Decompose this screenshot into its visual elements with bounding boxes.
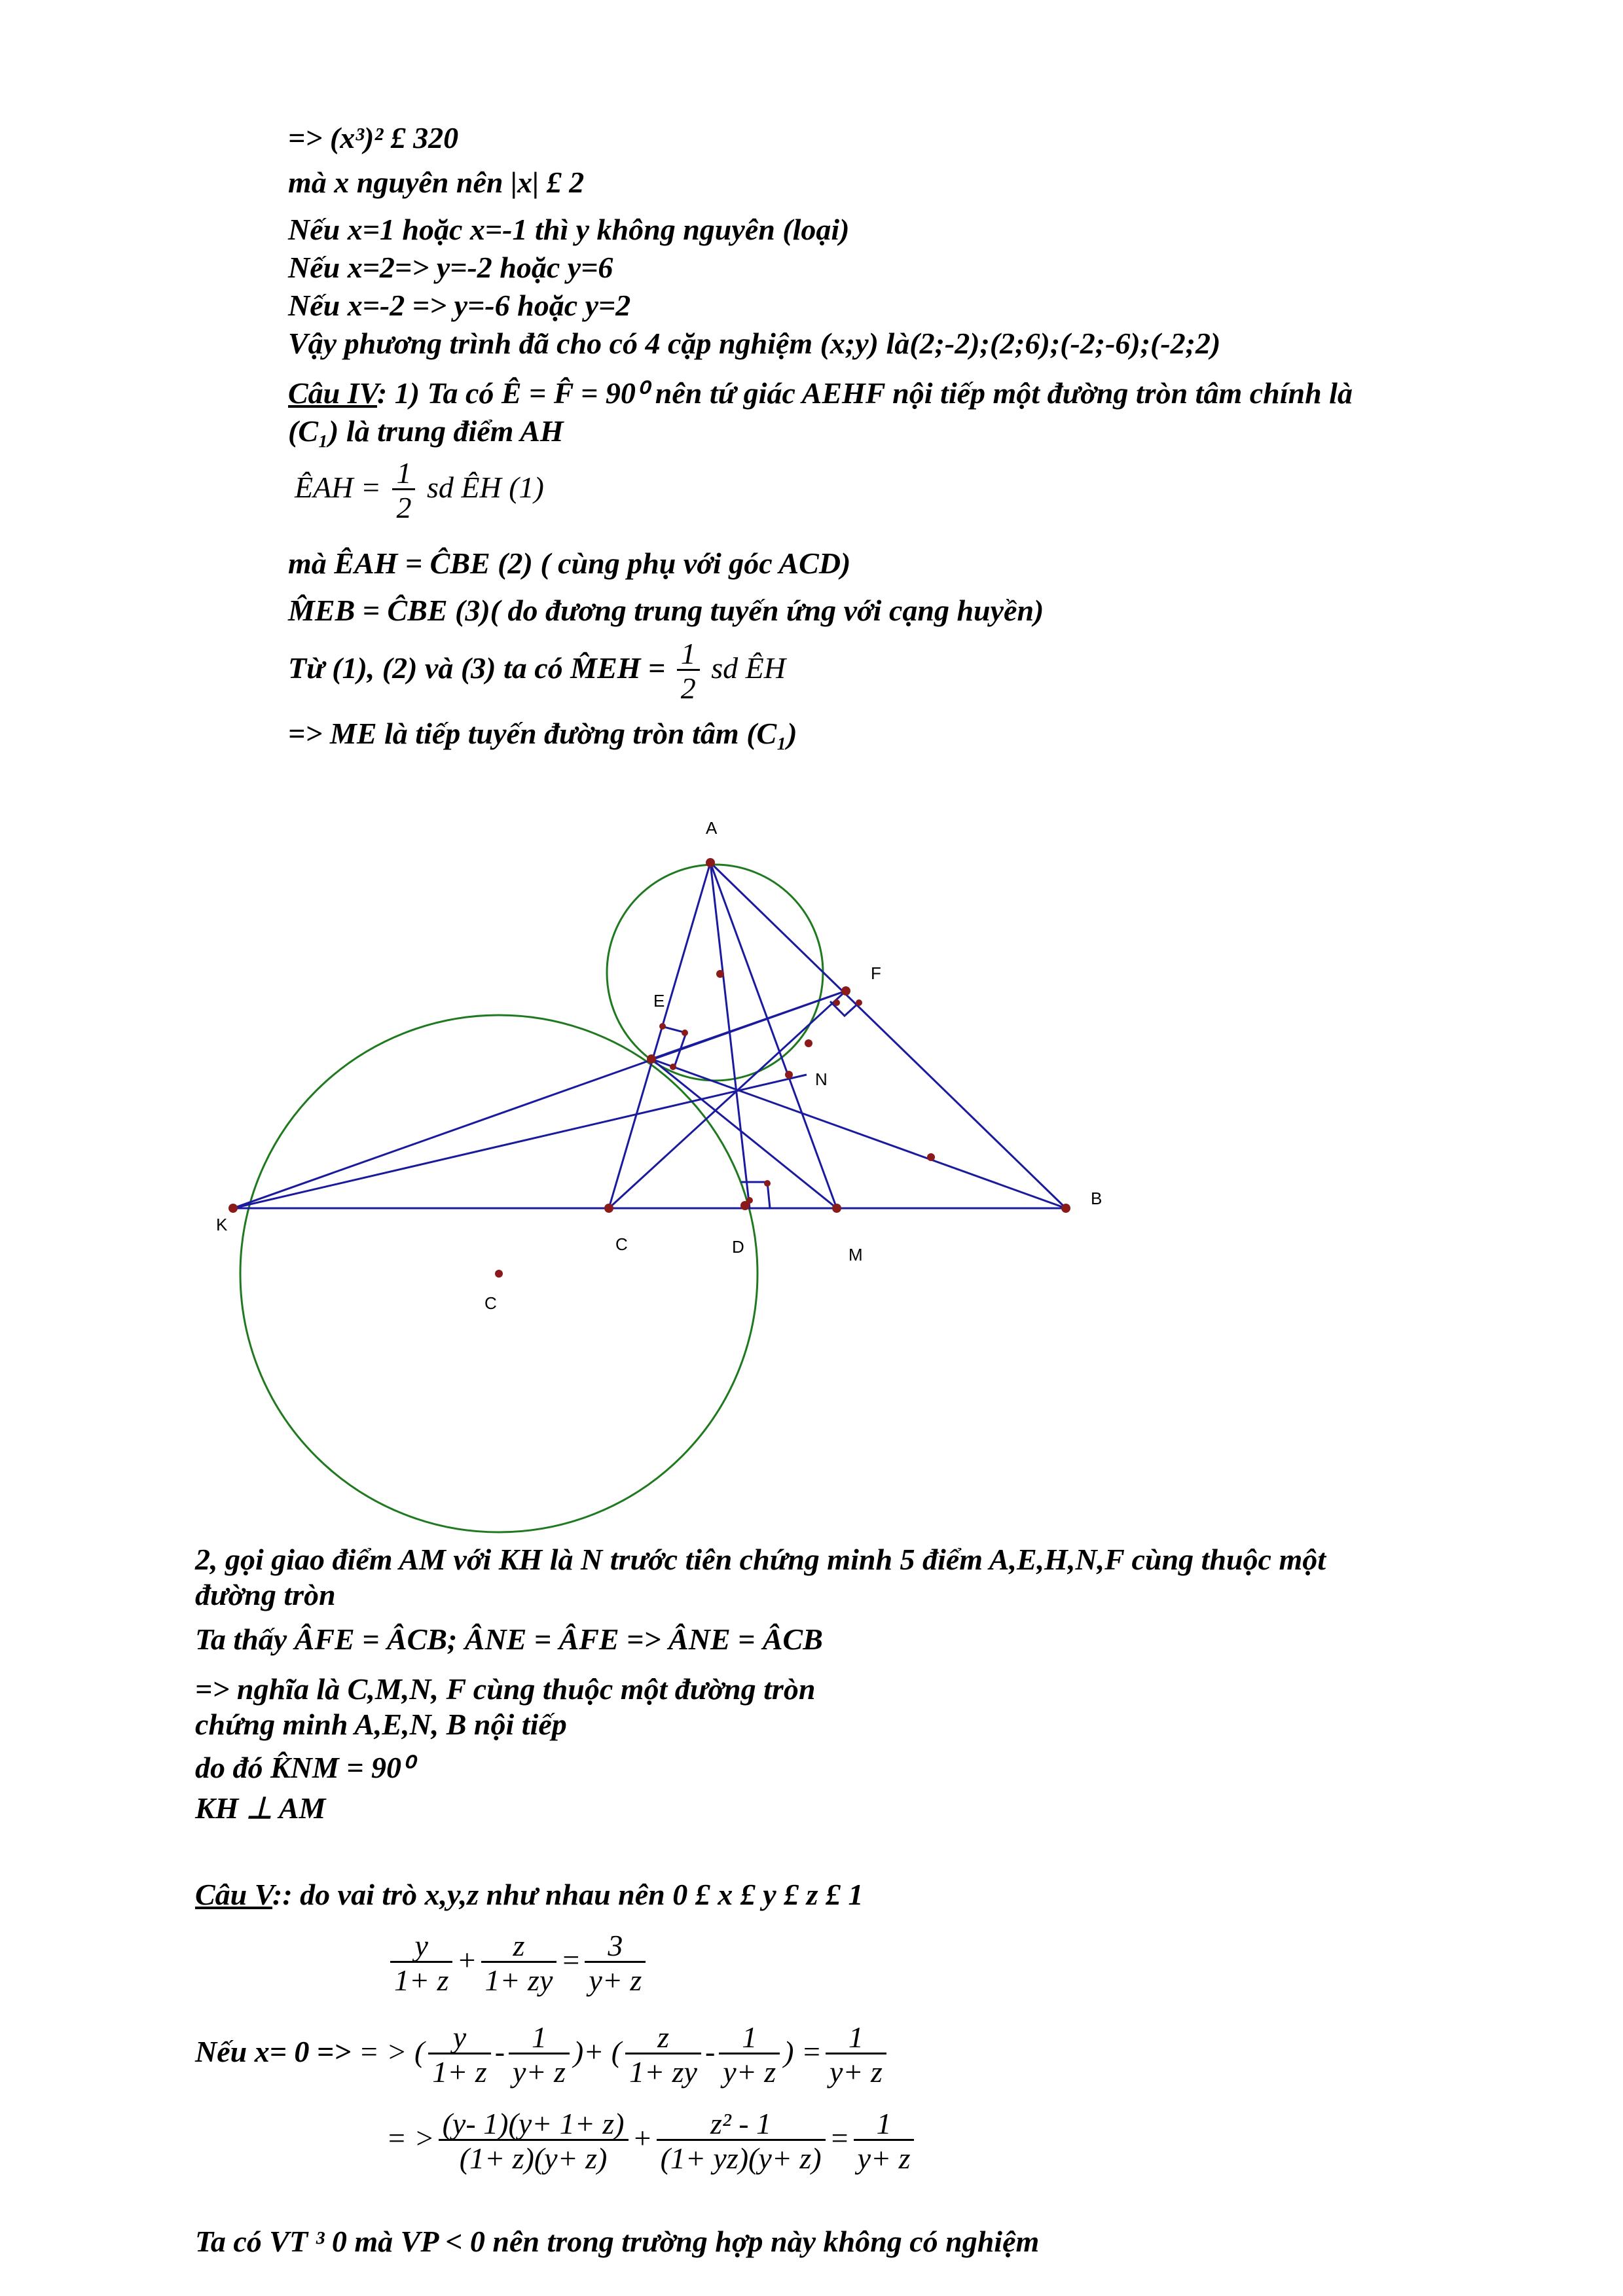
fraction	[826, 2022, 886, 2087]
point-F2	[833, 999, 840, 1006]
point-F	[841, 986, 850, 996]
point-E2	[659, 1023, 666, 1030]
eq-lhs: Từ (1), (2) và (3) ta có M̂EH =	[288, 651, 666, 685]
minus-sign: -	[704, 2035, 716, 2069]
fraction-num: 1	[742, 2020, 757, 2054]
fraction	[719, 2022, 780, 2087]
point-F3	[856, 999, 862, 1006]
point-C	[604, 1204, 613, 1213]
eq2-pre: = > (	[358, 2035, 425, 2069]
equals-sign: =	[829, 2121, 850, 2155]
fraction-num: 1	[396, 456, 412, 490]
plus-sign: +	[632, 2121, 653, 2155]
p2-line-1: 2, gọi giao điểm AM với KH là N trước tiên chứng minh 5 điểm A,E,H,N,F cùng thuộc một	[195, 1543, 1326, 1576]
label-E: E	[653, 991, 665, 1011]
fraction-num: 1	[876, 2107, 892, 2140]
fraction	[390, 1931, 452, 1996]
p2-line-3: Ta thấy ÂFE = ÂCB; ÂNE = ÂFE => ÂNE = ÂCB	[195, 1623, 823, 1656]
plus-sign: +	[456, 1943, 477, 1977]
fraction-den: y+ z	[826, 2053, 886, 2087]
fraction-den: y+ z	[854, 2139, 915, 2174]
fraction-den: (1+ yz)(y+ z)	[657, 2139, 826, 2174]
point-N	[785, 1071, 793, 1079]
segment-CF	[609, 991, 846, 1208]
fraction	[585, 1931, 646, 1996]
fraction	[481, 1931, 557, 1996]
fraction-den: (1+ z)(y+ z)	[439, 2139, 629, 2174]
equation-3	[386, 2109, 918, 2174]
line-1: => (x³)² £ 320	[288, 121, 459, 154]
point-H	[805, 1039, 812, 1047]
point-C1	[716, 970, 724, 978]
p2-line-5: chứng minh A,E,N, B nội tiếp	[195, 1708, 567, 1741]
point-D3	[764, 1180, 771, 1187]
fraction-num: 3	[608, 1929, 623, 1962]
label-M: M	[848, 1245, 863, 1265]
label-C: C	[615, 1234, 628, 1254]
line-5: Nếu x=-2 => y=-6 hoặc y=2	[288, 289, 631, 322]
point-B	[1061, 1204, 1070, 1213]
label-A: A	[706, 818, 718, 838]
label-K: K	[216, 1215, 228, 1234]
label-F: F	[871, 963, 881, 983]
point-M	[832, 1204, 841, 1213]
fraction-den: 1+ z	[428, 2053, 490, 2087]
eq-lhs: ÊAH =	[295, 471, 381, 505]
fraction-den: y+ z	[509, 2053, 570, 2087]
final-line: Ta có VT ³ 0 mà VP < 0 nên trong trường hợp này không có nghiệm	[195, 2225, 1040, 2258]
line-10: mà ÊAH = ĈBE (2) ( cùng phụ với góc ACD)	[288, 547, 851, 580]
eq-rhs: sd ÊH (1)	[426, 471, 544, 505]
fraction	[657, 2109, 826, 2174]
p2-line-6: do đó K̂NM = 90⁰	[195, 1751, 414, 1784]
cau-v-line	[195, 1880, 864, 1910]
eq2-mid: )+ (	[573, 2035, 622, 2069]
fraction-num: 1	[531, 2020, 547, 2054]
point-mid-AB	[927, 1153, 935, 1161]
fraction-den: 2	[677, 669, 700, 704]
cau-iv-label: Câu IV	[288, 376, 377, 410]
minus-sign: -	[494, 2035, 505, 2069]
segment-BE	[651, 1059, 1066, 1208]
cau-iv-text: : 1) Ta có Ê = F̂ = 90⁰ nên tứ giác AEHF nội tiếp một đường tròn tâm chính là	[376, 376, 1353, 410]
line-3: Nếu x=1 hoặc x=-1 thì y không nguyên (loại)	[288, 213, 850, 246]
equation-1	[386, 1931, 649, 1996]
fraction-num: y	[414, 1929, 428, 1962]
line-4: Nếu x=2=> y=-2 hoặc y=6	[288, 251, 613, 284]
point-E	[647, 1054, 656, 1064]
fraction	[439, 2109, 629, 2174]
fraction-den: y+ z	[585, 1961, 646, 1996]
p2-line-2: đường tròn	[195, 1578, 336, 1611]
point-K	[228, 1204, 238, 1213]
fraction-den: 2	[392, 488, 415, 523]
fraction-num: y	[452, 2020, 467, 2054]
cau-v-label: Câu V	[195, 1878, 273, 1911]
eq2-lead: Nếu x= 0 =>	[195, 2035, 352, 2069]
eq3-pre: = >	[386, 2121, 435, 2155]
eq2-end: ) =	[784, 2035, 822, 2069]
point-E3	[682, 1030, 688, 1036]
p2-line-7: KH ⊥ AM	[195, 1791, 326, 1825]
point-E4	[670, 1064, 676, 1070]
label-N: N	[815, 1069, 828, 1089]
fraction-num: (y- 1)(y+ 1+ z)	[442, 2107, 625, 2140]
fraction-den: y+ z	[719, 2053, 780, 2087]
point-D2	[746, 1197, 753, 1204]
fraction-den: 1+ zy	[481, 1961, 557, 1996]
point-center-large	[495, 1270, 503, 1278]
fraction	[625, 2022, 701, 2087]
label-B: B	[1091, 1189, 1103, 1208]
cau-v-text: :: do vai trò x,y,z như nhau nên 0 £ x £ y £ z £ 1	[272, 1878, 864, 1911]
fraction-num: z	[513, 1929, 525, 1962]
fraction	[854, 2109, 915, 2174]
fraction-den: 1+ z	[390, 1961, 452, 1996]
fraction-num: 1	[680, 637, 696, 670]
segment-AB	[710, 863, 1066, 1208]
line-8: (C₁) là trung điểm AH	[288, 414, 564, 448]
fraction-num: z	[657, 2020, 669, 2054]
point-A	[706, 858, 715, 867]
fraction-num: 1	[848, 2020, 864, 2054]
eq-rhs: sd ÊH	[711, 651, 786, 685]
fraction	[509, 2022, 570, 2087]
p2-line-4: => nghĩa là C,M,N, F cùng thuộc một đường tròn	[195, 1672, 816, 1706]
line-2: mà x nguyên nên |x| £ 2	[288, 166, 585, 199]
line-6: Vậy phương trình đã cho có 4 cặp nghiệm (x;y) là(2;-2);(2;6);(-2;-6);(-2;2)	[288, 327, 1221, 360]
equals-sign: =	[560, 1943, 581, 1977]
line-11: M̂EB = ĈBE (3)( do đương trung tuyến ứng với cạng huyền)	[288, 594, 1044, 627]
label-center-C: C	[484, 1293, 497, 1313]
label-D: D	[732, 1237, 744, 1257]
fraction-num: z² - 1	[710, 2107, 772, 2140]
equation-2	[195, 2022, 890, 2087]
fraction	[428, 2022, 490, 2087]
line-13: => ME là tiếp tuyến đường tròn tâm (C₁)	[288, 717, 797, 750]
fraction-den: 1+ zy	[625, 2053, 701, 2087]
